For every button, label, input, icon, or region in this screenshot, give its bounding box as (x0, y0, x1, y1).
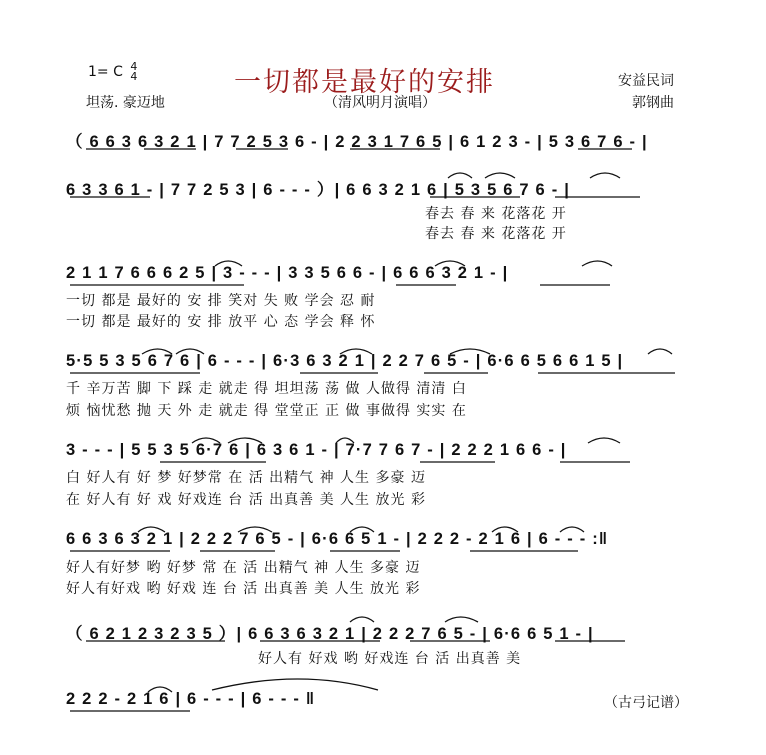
slur-mark (588, 438, 620, 443)
slur-mark (582, 261, 612, 266)
lyric-line-2b: 春去 春 来 花落花 开 (425, 226, 567, 242)
lyric-line-6a: 好人有好梦 哟 好梦 常 在 活 出精气 神 人生 多豪 迈 (66, 560, 421, 576)
slur-mark (590, 173, 620, 178)
notation-line-8: 2 2 2 - 2 1 6 | 6 - - - | 6 - - - ‖ (66, 690, 316, 708)
lyric-line-6b: 好人有好戏 哟 好戏 连 台 活 出真善 美 人生 放光 彩 (66, 581, 421, 597)
notation-line-3: 2 1 1 7 6 6 6 2 5 | 3 - - - | 3 3 5 6 6 - | 6 6 6 3 2 1 - | (66, 264, 509, 282)
lyric-line-3a: 一切 都是 最好的 安 排 笑对 失 败 学会 忍 耐 (66, 293, 376, 309)
lyricist: 安益民词 (618, 73, 674, 89)
notation-line-4: 5·5 5 3 5 6 7 6 | 6 - - - | 6·3 6 3 2 1 | 2 2 7 6 5 - | 6·6 6 5 6 6 1 5 | (66, 352, 624, 370)
notation-line-7: （ 6 2 1 2 3 2 3 5 ）| 6 6 3 6 3 2 1 | 2 2 2 7 6 5 - | 6·6 6 5 1 - | (66, 625, 594, 643)
notation-line-1: （ 6 6 3 6 3 2 1 | 7 7 2 5 3 6 - | 2 2 3 1 7 6 5 | 6 1 2 3 - | 5 3 6 7 6 - | (66, 133, 648, 151)
time-signature (130, 62, 137, 82)
song-title: 一切都是最好的安排 (234, 67, 495, 98)
lyric-line-2a: 春去 春 来 花落花 开 (425, 206, 567, 222)
lyric-line-4a: 千 辛万苦 脚 下 踩 走 就走 得 坦坦荡 荡 做 人做得 清清 白 (66, 381, 467, 397)
notation-line-6: 6 6 3 6 3 2 1 | 2 2 2 7 6 5 - | 6·6 6 5 1 - | 2 2 2 - 2 1 6 | 6 - - - :‖ (66, 530, 609, 548)
vocal-note: 坦荡. 豪迈地 (86, 95, 165, 111)
transcription-credit: （古弓记谱） (604, 695, 688, 711)
lyric-line-7a: 好人有 好戏 哟 好戏连 台 活 出真善 美 (258, 651, 522, 667)
slur-mark (212, 679, 378, 690)
subtitle: （清风明月演唱） (324, 95, 436, 111)
time-bottom: 4 (130, 70, 138, 83)
composer: 郭钢曲 (632, 95, 674, 111)
lyric-line-5b: 在 好人有 好 戏 好戏连 台 活 出真善 美 人生 放光 彩 (66, 492, 426, 508)
notation-line-5: 3 - - - | 5 5 3 5 6·7 6 | 6 3 6 1 - | 7·7 7 6 7 - | 2 2 2 1 6 6 - | (66, 441, 567, 459)
lyric-line-4b: 烦 恼忧愁 抛 天 外 走 就走 得 堂堂正 正 做 事做得 实实 在 (66, 403, 467, 419)
time-top: 4 (130, 60, 138, 73)
notation-line-2: 6 3 3 6 1 - | 7 7 2 5 3 | 6 - - - ）| 6 6 3 2 1 6 | 5 3 5 6 7 6 - | (66, 181, 571, 199)
lyric-line-5a: 白 好人有 好 梦 好梦常 在 活 出精气 神 人生 多豪 迈 (66, 470, 426, 486)
key-label: 1= C (88, 64, 123, 80)
lyric-line-3b: 一切 都是 最好的 安 排 放平 心 态 学会 释 怀 (66, 314, 376, 330)
slur-mark (648, 349, 672, 354)
key-signature (88, 62, 137, 82)
